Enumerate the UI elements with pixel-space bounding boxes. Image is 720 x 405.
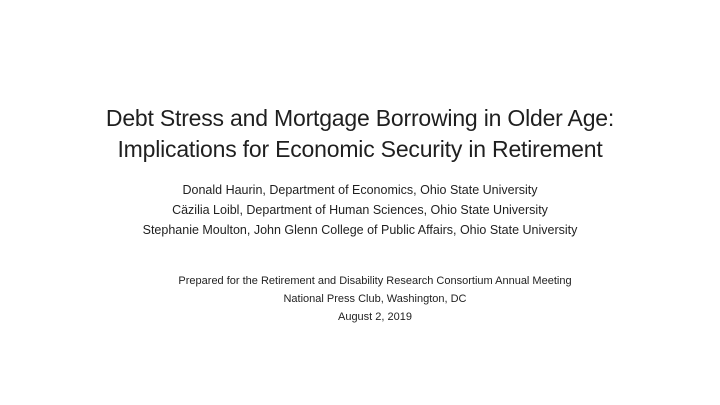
meeting-name: Prepared for the Retirement and Disability Research Consortium Annual Meeting <box>178 275 572 287</box>
title-line-1: Debt Stress and Mortgage Borrowing in Older Age: <box>105 105 615 131</box>
slide-title <box>0 103 720 165</box>
author-list <box>0 180 720 240</box>
author-loibl: Cäzilia Loibl, Department of Human Sciences, Ohio State University <box>172 203 548 217</box>
author-haurin: Donald Haurin, Department of Economics, Ohio State University <box>182 183 538 197</box>
meeting-date: August 2, 2019 <box>337 311 412 323</box>
title-line-2: Implications for Economic Security in Retirement <box>117 136 603 162</box>
meeting-info <box>150 272 600 326</box>
author-moulton: Stephanie Moulton, John Glenn College of Public Affairs, Ohio State University <box>142 223 578 237</box>
meeting-venue: National Press Club, Washington, DC <box>283 293 467 305</box>
